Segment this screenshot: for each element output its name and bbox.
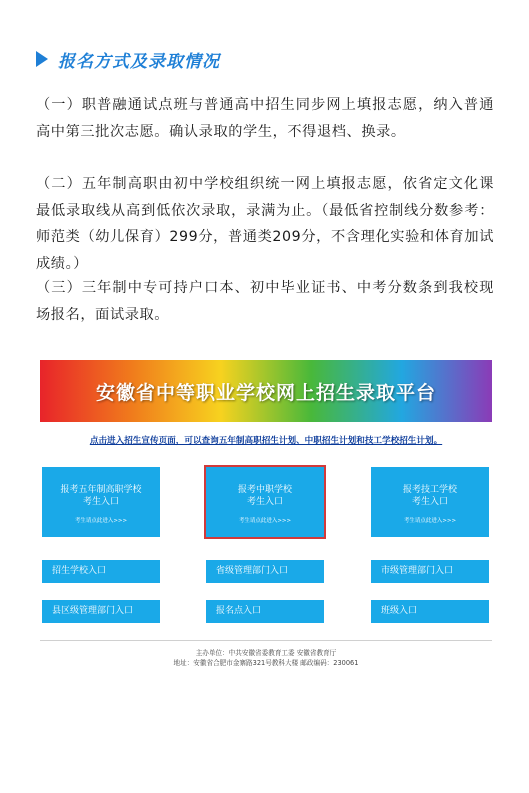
entry-hint: 考生请点此进入>>> [238, 518, 292, 524]
footer-divider [40, 640, 492, 641]
registration-point-entry-button[interactable]: 报名点入口 [206, 600, 324, 623]
entry-title: 报考五年制高职学校 [60, 485, 142, 495]
paragraph-five-year: （二）五年制高职由初中学校组织统一网上填报志愿，依省定文化课最低录取线从高到低依次录取，录满为止。（最低省控制线分数参考：师范类（幼儿保育）299分，普通类209分，不含理化实验和体育加试成绩。） [36, 176, 494, 272]
entry-hint: 考生请点此进入>>> [74, 518, 128, 524]
entry-subtitle: 考生入口 [411, 497, 448, 507]
county-admin-entry-button[interactable]: 县区级管理部门入口 [42, 600, 160, 623]
entry-title: 报考技工学校 [402, 485, 457, 495]
portal-banner [40, 360, 492, 422]
play-triangle-icon [36, 51, 48, 67]
entry-hint: 考生请点此进入>>> [403, 518, 457, 524]
portal-banner-title: 安徽省中等职业学校网上招生录取平台 [95, 381, 436, 404]
class-entry-button[interactable]: 班级入口 [371, 600, 489, 623]
section-heading [36, 46, 220, 72]
vocational-school-entry[interactable] [206, 467, 324, 537]
entry-subtitle: 考生入口 [246, 497, 283, 507]
school-entry-button[interactable]: 招生学校入口 [42, 560, 160, 583]
entry-subtitle: 考生入口 [82, 497, 119, 507]
section-title: 报名方式及录取情况 [58, 51, 220, 72]
admission-portal-screenshot [40, 360, 492, 668]
province-admin-entry-button[interactable]: 省级管理部门入口 [206, 560, 324, 583]
paragraph-pilot-class: （一）职普融通试点班与普通高中招生同步网上填报志愿，纳入普通高中第三批次志愿。确认录取的学生，不得退档、换录。 [36, 97, 494, 140]
entry-title: 报考中职学校 [237, 485, 292, 495]
footer-address: 地址：安徽省合肥市金寨路321号教科大楼 邮政编码：230061 [173, 659, 359, 667]
five-year-college-entry[interactable] [42, 467, 160, 537]
city-admin-entry-button[interactable]: 市级管理部门入口 [371, 560, 489, 583]
footer-sponsor: 主办单位：中共安徽省委教育工委 安徽省教育厅 [195, 649, 337, 657]
technical-school-entry[interactable] [371, 467, 489, 537]
paragraph-three-year: （三）三年制中专可持户口本、初中毕业证书、中考分数条到我校现场报名，面试录取。 [36, 280, 494, 323]
promo-page-link[interactable]: 点击进入招生宣传页面，可以查询五年制高职招生计划、中职招生计划和技工学校招生计划。 [89, 436, 443, 446]
